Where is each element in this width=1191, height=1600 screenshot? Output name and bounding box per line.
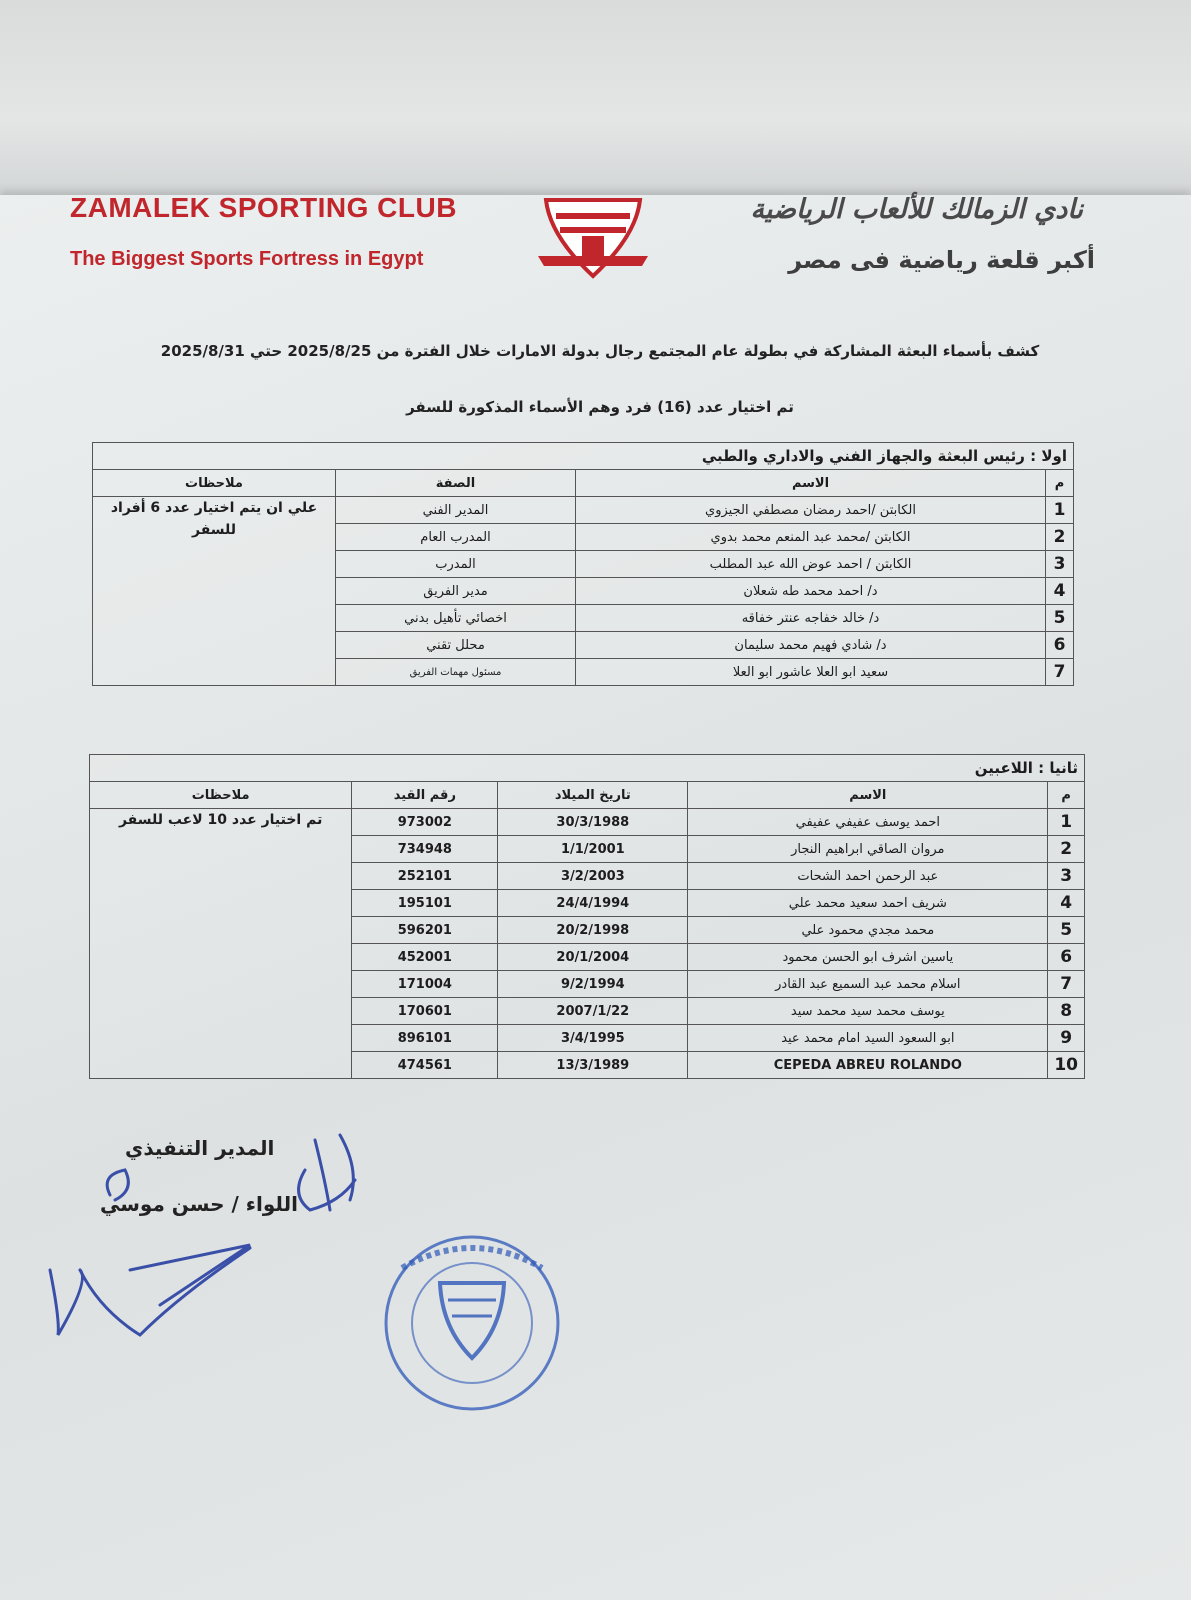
player-num: 4	[1048, 890, 1085, 917]
staff-name: د/ احمد محمد طه شعلان	[576, 578, 1046, 605]
player-num: 1	[1048, 809, 1085, 836]
players-notes: تم اختيار عدد 10 لاعب للسفر	[90, 809, 352, 1079]
player-dob: 3/2/2003	[498, 863, 688, 890]
player-dob: 20/1/2004	[498, 944, 688, 971]
staff-name: سعيد ابو العلا عاشور ابو العلا	[576, 659, 1046, 686]
player-dob: 3/4/1995	[498, 1025, 688, 1052]
staff-num: 3	[1046, 551, 1074, 578]
staff-table	[92, 442, 1074, 686]
slogan-en: The Biggest Sports Fortress in Egypt	[70, 248, 424, 270]
player-reg: 195101	[352, 890, 498, 917]
player-reg: 452001	[352, 944, 498, 971]
signature-name: اللواء / حسن موسي	[100, 1192, 298, 1216]
staff-section-title: اولا : رئيس البعثة والجهاز الفني والاداري والطبي	[93, 443, 1074, 470]
player-num: 3	[1048, 863, 1085, 890]
player-num: 6	[1048, 944, 1085, 971]
players-table	[89, 754, 1085, 1079]
club-name-ar: نادي الزمالك للألعاب الرياضية	[750, 194, 1083, 225]
player-name: مروان الصاقي ابراهيم النجار	[688, 836, 1048, 863]
player-name: شريف احمد سعيد محمد علي	[688, 890, 1048, 917]
club-stamp	[372, 1228, 572, 1418]
staff-name: الكابتن /محمد عبد المنعم محمد بدوي	[576, 524, 1046, 551]
players-header-dob: تاريخ الميلاد	[498, 782, 688, 809]
club-logo-icon	[538, 196, 648, 280]
player-dob: 2007/1/22	[498, 998, 688, 1025]
player-reg: 973002	[352, 809, 498, 836]
staff-role: المدير الفني	[336, 497, 576, 524]
players-section-row	[90, 755, 1085, 782]
player-dob: 20/2/1998	[498, 917, 688, 944]
player-num: 2	[1048, 836, 1085, 863]
staff-name: الكابتن /احمد رمضان مصطفي الجيزوي	[576, 497, 1046, 524]
staff-header-row	[93, 470, 1074, 497]
staff-role: المدرب	[336, 551, 576, 578]
staff-name: د/ خالد خفاجه عنتر خفاقه	[576, 605, 1046, 632]
player-name: ياسين اشرف ابو الحسن محمود	[688, 944, 1048, 971]
player-dob: 13/3/1989	[498, 1052, 688, 1079]
handwritten-signature-icon	[40, 1120, 380, 1360]
player-reg: 734948	[352, 836, 498, 863]
club-name-en: ZAMALEK SPORTING CLUB	[70, 192, 457, 223]
players-section-title: ثانيا : اللاعبين	[90, 755, 1085, 782]
player-dob: 30/3/1988	[498, 809, 688, 836]
player-reg: 252101	[352, 863, 498, 890]
staff-header-num: م	[1046, 470, 1074, 497]
table-row	[90, 809, 1085, 836]
player-dob: 1/1/2001	[498, 836, 688, 863]
slogan-ar: أكبر قلعة رياضية فى مصر	[788, 246, 1095, 274]
staff-num: 5	[1046, 605, 1074, 632]
player-reg: 474561	[352, 1052, 498, 1079]
players-header-num: م	[1048, 782, 1085, 809]
folded-page-top	[0, 0, 1191, 200]
staff-role: مسئول مهمات الفريق	[336, 659, 576, 686]
player-reg: 896101	[352, 1025, 498, 1052]
staff-num: 2	[1046, 524, 1074, 551]
staff-name: الكابتن / احمد عوض الله عبد المطلب	[576, 551, 1046, 578]
player-name: CEPEDA ABREU ROLANDO	[688, 1052, 1048, 1079]
staff-header-role: الصفة	[336, 470, 576, 497]
staff-num: 4	[1046, 578, 1074, 605]
staff-section-row	[93, 443, 1074, 470]
staff-role: محلل تقني	[336, 632, 576, 659]
player-dob: 24/4/1994	[498, 890, 688, 917]
player-name: احمد يوسف عفيفي عفيفي	[688, 809, 1048, 836]
staff-role: المدرب العام	[336, 524, 576, 551]
player-name: محمد مجدي محمود علي	[688, 917, 1048, 944]
player-num: 5	[1048, 917, 1085, 944]
staff-role: مدير الفريق	[336, 578, 576, 605]
players-header-notes: ملاحظات	[90, 782, 352, 809]
document-title: كشف بأسماء البعثة المشاركة في بطولة عام المجتمع رجال بدولة الامارات خلال الفترة من 2025/8/25 حتي 2025/8/31	[160, 342, 1040, 360]
staff-name: د/ شادي فهيم محمد سليمان	[576, 632, 1046, 659]
player-name: عبد الرحمن احمد الشحات	[688, 863, 1048, 890]
stamp-seal-icon	[372, 1228, 572, 1418]
staff-num: 1	[1046, 497, 1074, 524]
player-name: اسلام محمد عبد السميع عبد القادر	[688, 971, 1048, 998]
staff-notes: علي ان يتم اختيار عدد 6 أفراد للسفر	[93, 497, 336, 686]
signature-title: المدير التنفيذي	[125, 1136, 275, 1160]
player-dob: 9/2/1994	[498, 971, 688, 998]
document-subtitle: تم اختيار عدد (16) فرد وهم الأسماء المذكورة للسفر	[406, 398, 794, 416]
players-header-row	[90, 782, 1085, 809]
staff-num: 6	[1046, 632, 1074, 659]
staff-num: 7	[1046, 659, 1074, 686]
player-reg: 596201	[352, 917, 498, 944]
table-row	[93, 497, 1074, 524]
staff-header-notes: ملاحظات	[93, 470, 336, 497]
player-name: يوسف محمد سيد محمد سيد	[688, 998, 1048, 1025]
player-reg: 171004	[352, 971, 498, 998]
staff-role: اخصائي تأهيل بدني	[336, 605, 576, 632]
player-num: 10	[1048, 1052, 1085, 1079]
staff-header-name: الاسم	[576, 470, 1046, 497]
player-num: 9	[1048, 1025, 1085, 1052]
player-num: 8	[1048, 998, 1085, 1025]
player-reg: 170601	[352, 998, 498, 1025]
player-name: ابو السعود السيد امام محمد عيد	[688, 1025, 1048, 1052]
players-header-name: الاسم	[688, 782, 1048, 809]
players-header-reg: رقم القيد	[352, 782, 498, 809]
player-num: 7	[1048, 971, 1085, 998]
